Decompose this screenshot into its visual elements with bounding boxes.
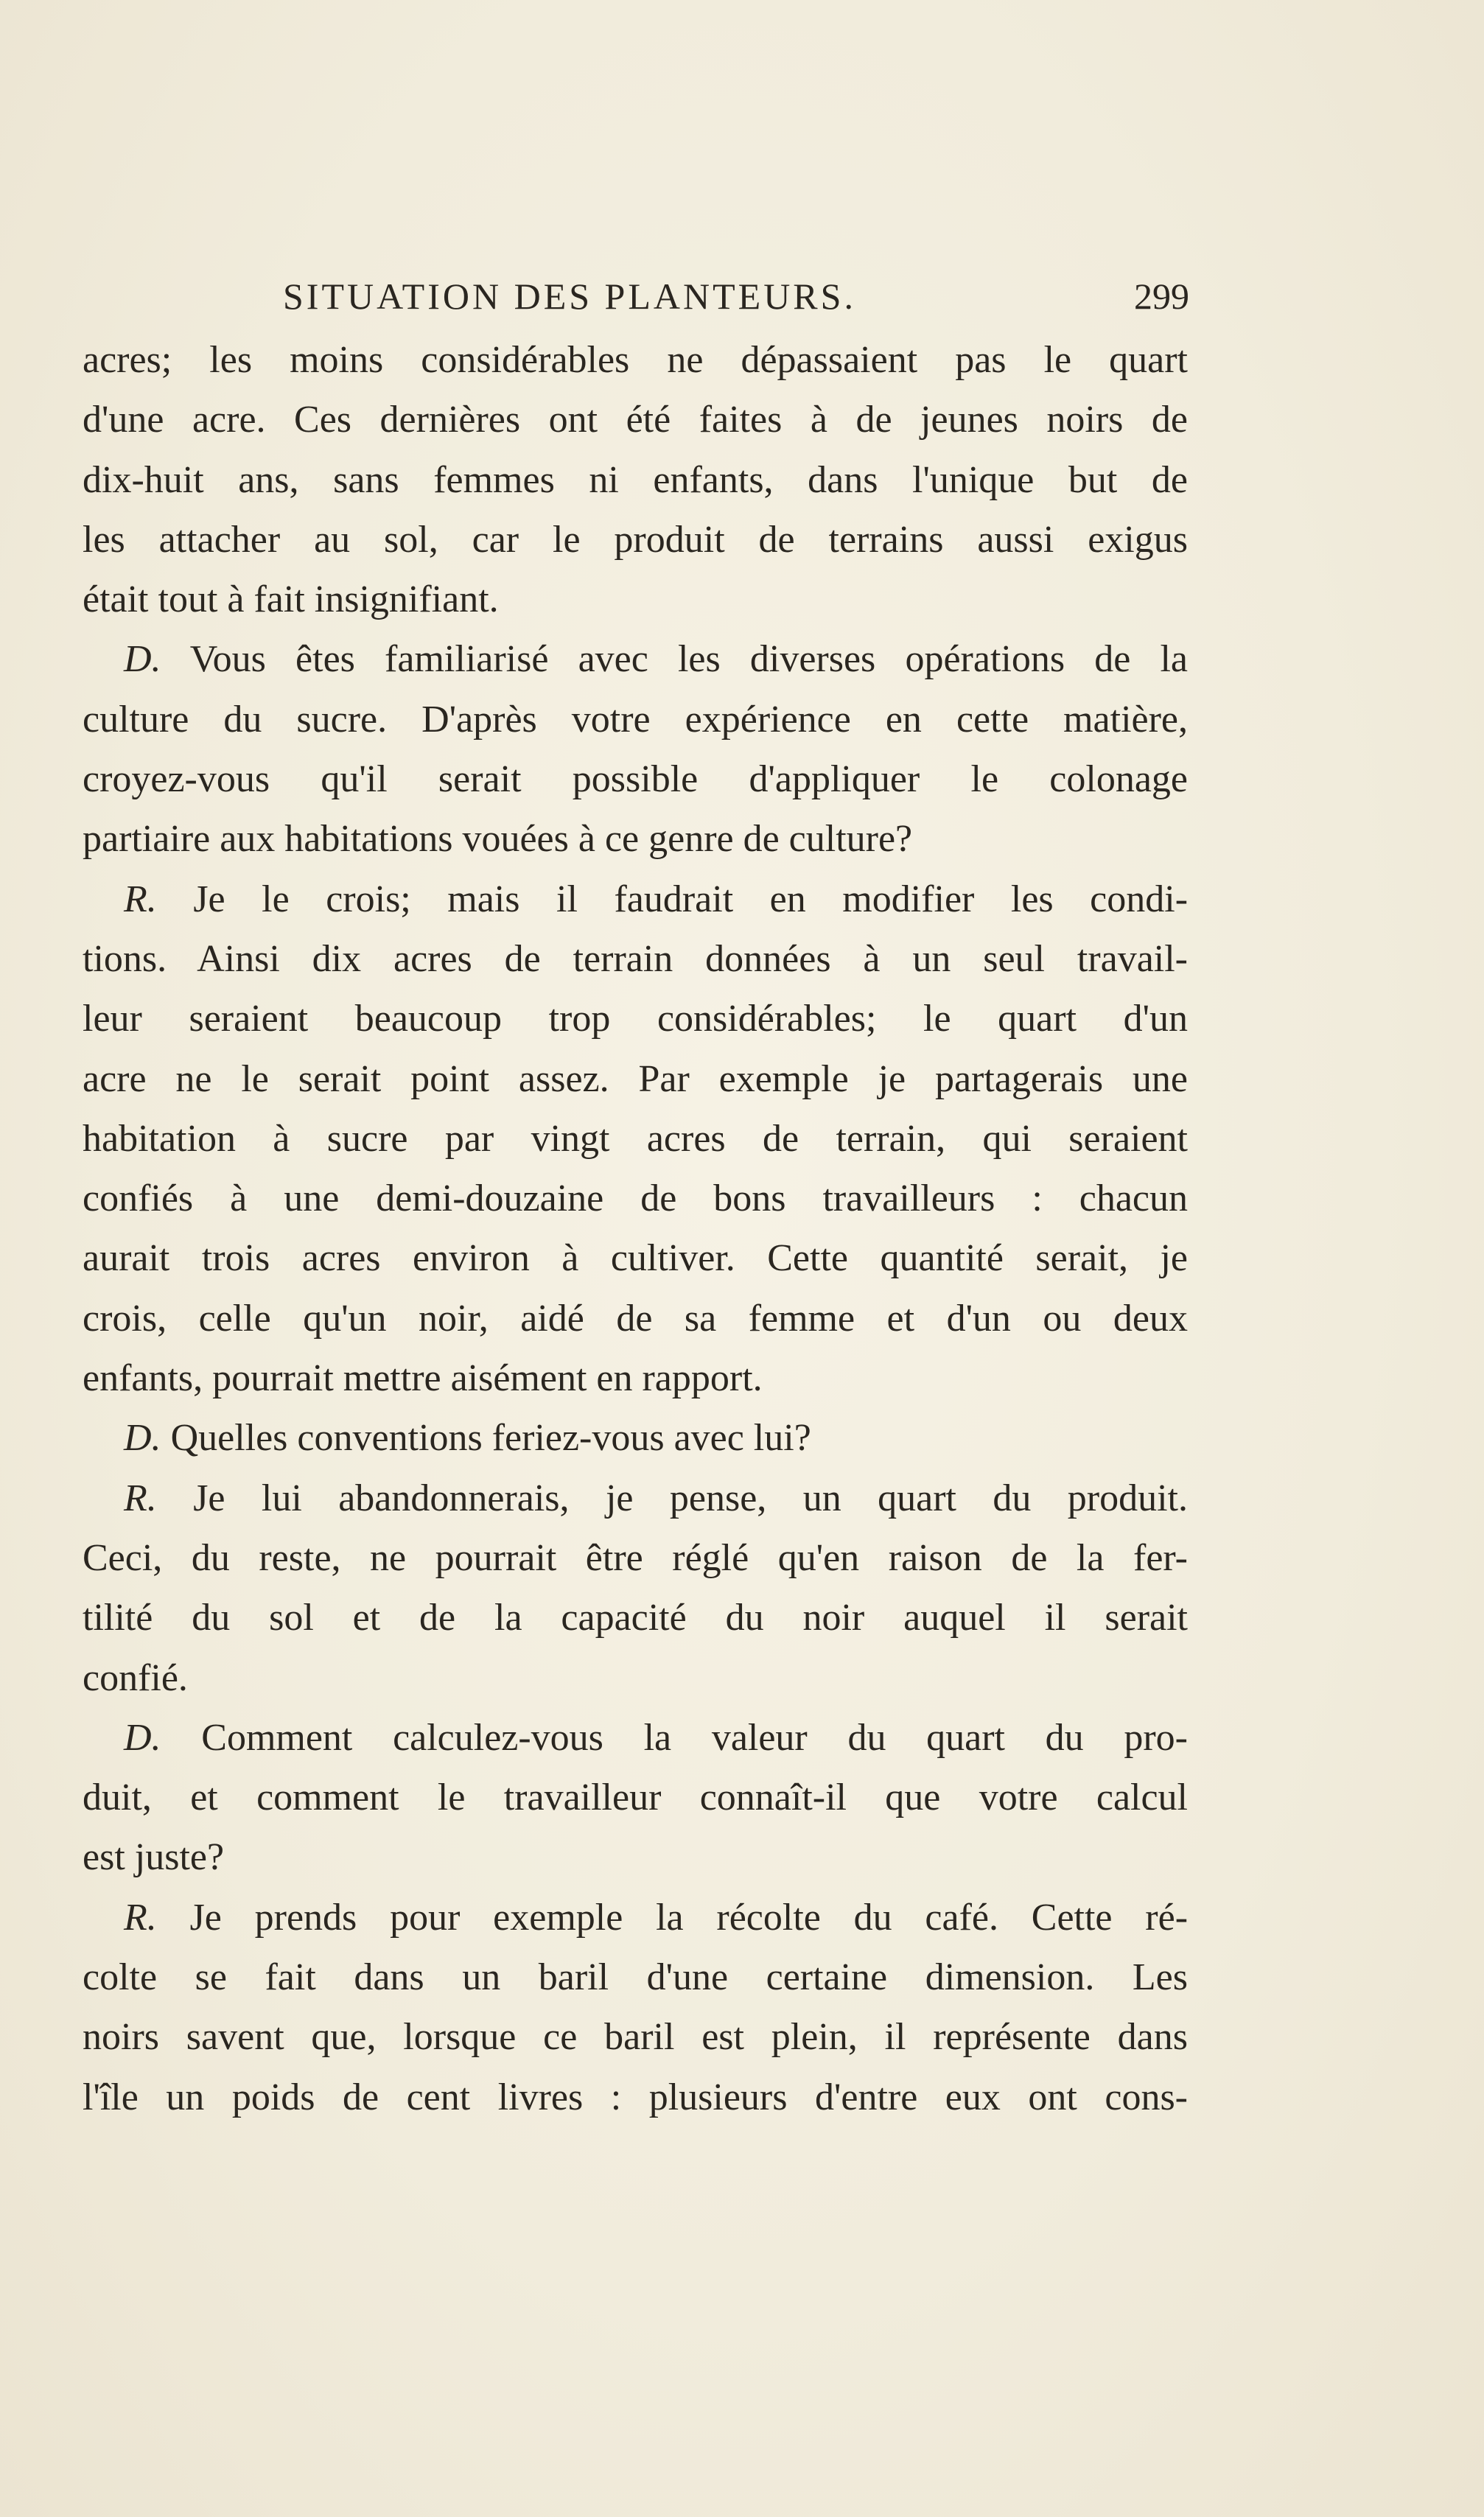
text-line [83, 1109, 1188, 1169]
text-line [83, 1228, 1188, 1288]
speaker-label: R. [124, 1477, 157, 1519]
text-line [83, 1289, 1188, 1348]
text-line [83, 1049, 1188, 1109]
text-line [83, 1888, 1188, 1947]
text-line [83, 929, 1188, 989]
line-text: Quelles conventions feriez-vous avec lui? [170, 1417, 811, 1460]
line-text: est juste? [83, 1836, 225, 1879]
text-line [83, 989, 1188, 1049]
line-text: Je le crois; mais il faudrait en modifier les condi- [193, 878, 1189, 920]
text-line [83, 1348, 1188, 1408]
line-text: noirs savent que, lorsque ce baril est plein, il représente dans [83, 2016, 1188, 2059]
line-text: duit, et comment le travailleur connaît-il que votre calcul [83, 1776, 1188, 1819]
page-header [283, 267, 1189, 326]
line-text: était tout à fait insignifiant. [83, 578, 499, 621]
line-text: aurait trois acres environ à cultiver. Cette quantité serait, je [83, 1237, 1188, 1280]
line-text: culture du sucre. D'après votre expérience en cette matière, [83, 698, 1188, 741]
text-line [83, 2068, 1188, 2127]
line-text: tilité du sol et de la capacité du noir auquel il serait [83, 1597, 1188, 1639]
text-line [83, 749, 1188, 809]
text-line [83, 869, 1188, 929]
text-line [83, 1528, 1188, 1588]
line-text: les attacher au sol, car le produit de terrains aussi exigus [83, 518, 1188, 561]
line-text: leur seraient beaucoup trop considérables; le quart d'un [83, 998, 1188, 1040]
line-text: Je lui abandonnerais, je pense, un quart du produit. [193, 1477, 1189, 1519]
text-line [83, 330, 1188, 390]
running-title: SITUATION DES PLANTEURS. [283, 276, 856, 317]
line-text: confié. [83, 1656, 188, 1699]
text-line [83, 1827, 1188, 1887]
line-text: crois, celle qu'un noir, aidé de sa femme et d'un ou deux [83, 1297, 1188, 1340]
text-line [83, 450, 1188, 510]
line-text: enfants, pourrait mettre aisément en rapport. [83, 1357, 763, 1400]
text-line [83, 1708, 1188, 1768]
line-text: Vous êtes familiarisé avec les diverses opérations de la [189, 638, 1189, 681]
line-text: habitation à sucre par vingt acres de terrain, qui seraient [83, 1117, 1188, 1160]
line-text: acre ne le serait point assez. Par exemple je partagerais une [83, 1057, 1188, 1100]
speaker-label: D. [124, 1417, 161, 1460]
body-text [83, 330, 1188, 2127]
text-line [83, 629, 1188, 689]
line-text: d'une acre. Ces dernières ont été faites à de jeunes noirs de [83, 399, 1188, 441]
speaker-label: R. [124, 1896, 157, 1939]
speaker-label: R. [124, 878, 157, 920]
text-line [83, 390, 1188, 449]
text-line [83, 1169, 1188, 1228]
text-line [83, 1768, 1188, 1827]
speaker-label: D. [124, 638, 161, 681]
line-text: tions. Ainsi dix acres de terrain données à un seul travail- [83, 937, 1188, 980]
text-line [83, 809, 1188, 869]
text-line [83, 1588, 1188, 1648]
text-line [83, 1468, 1188, 1528]
page-number: 299 [1134, 276, 1189, 317]
text-line [83, 570, 1188, 629]
line-text: dix-huit ans, sans femmes ni enfants, dans l'unique but de [83, 458, 1188, 501]
line-text: confiés à une demi-douzaine de bons travailleurs : chacun [83, 1177, 1188, 1220]
text-line [83, 1648, 1188, 1708]
line-text: Ceci, du reste, ne pourrait être réglé qu'en raison de la fer- [83, 1536, 1188, 1579]
line-text: croyez-vous qu'il serait possible d'appliquer le colonage [83, 758, 1188, 801]
speaker-label: D. [124, 1716, 161, 1759]
line-text: partiaire aux habitations vouées à ce genre de culture? [83, 818, 913, 861]
line-text: l'île un poids de cent livres : plusieurs d'entre eux ont cons- [83, 2076, 1188, 2118]
line-text: Comment calculez-vous la valeur du quart du pro- [201, 1716, 1188, 1759]
text-line [83, 690, 1188, 749]
line-text: colte se fait dans un baril d'une certaine dimension. Les [83, 1956, 1188, 1999]
text-line [83, 2007, 1188, 2067]
text-line [83, 1947, 1188, 2007]
text-line [83, 510, 1188, 570]
text-line [83, 1408, 1188, 1468]
line-text: Je prends pour exemple la récolte du café. Cette ré- [189, 1896, 1189, 1939]
line-text: acres; les moins considérables ne dépassaient pas le quart [83, 339, 1188, 381]
